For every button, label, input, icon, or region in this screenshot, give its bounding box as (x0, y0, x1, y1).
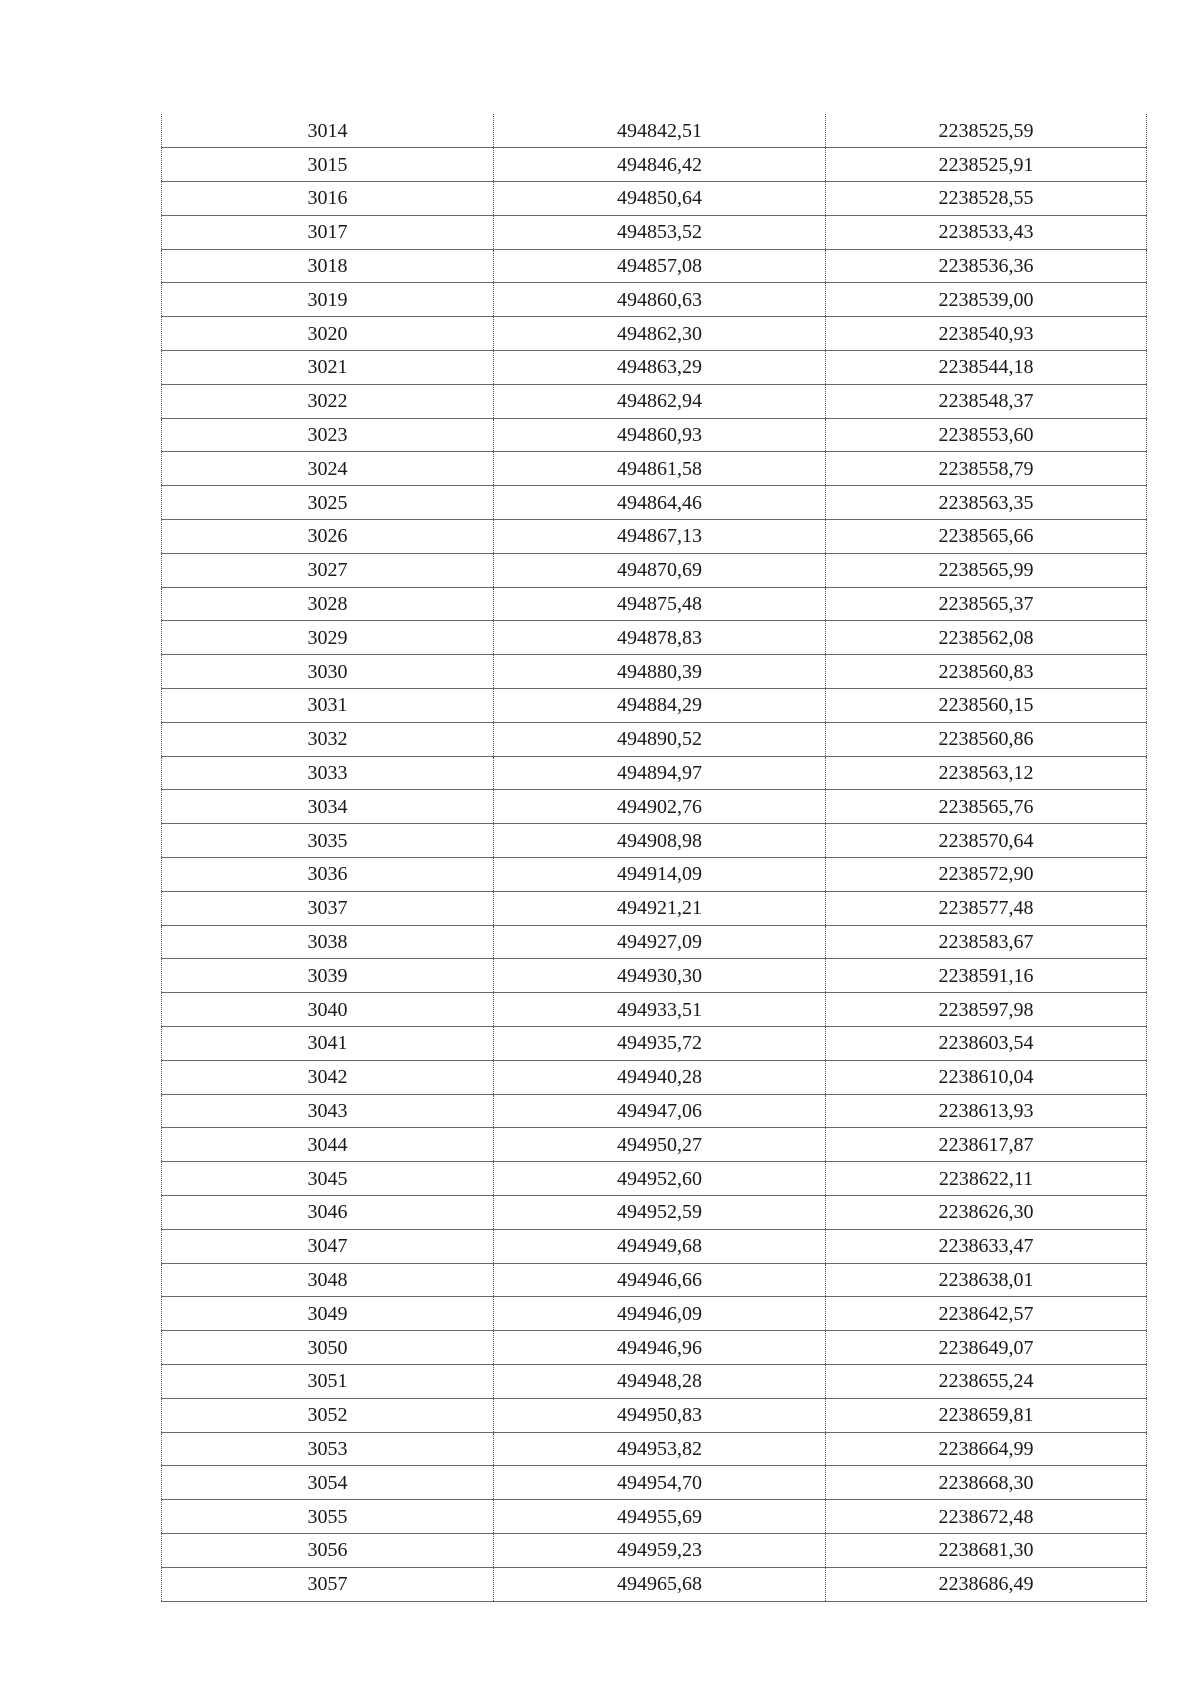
y-coordinate-cell: 2238649,07 (826, 1331, 1147, 1365)
table-row (162, 1331, 1147, 1365)
point-number-cell: 3045 (162, 1162, 494, 1196)
point-number-cell: 3051 (162, 1364, 494, 1398)
x-coordinate-cell: 494862,30 (494, 317, 826, 351)
table-row (162, 891, 1147, 925)
point-number-cell: 3027 (162, 553, 494, 587)
y-coordinate-cell: 2238565,99 (826, 553, 1147, 587)
table-row (162, 722, 1147, 756)
x-coordinate-cell: 494850,64 (494, 182, 826, 216)
x-coordinate-cell: 494862,94 (494, 384, 826, 418)
point-number-cell: 3040 (162, 993, 494, 1027)
table-row (162, 553, 1147, 587)
x-coordinate-cell: 494863,29 (494, 351, 826, 385)
coordinates-table (161, 114, 1147, 1602)
y-coordinate-cell: 2238597,98 (826, 993, 1147, 1027)
y-coordinate-cell: 2238633,47 (826, 1229, 1147, 1263)
point-number-cell: 3031 (162, 689, 494, 723)
x-coordinate-cell: 494875,48 (494, 587, 826, 621)
x-coordinate-cell: 494842,51 (494, 114, 826, 148)
table-row (162, 689, 1147, 723)
point-number-cell: 3022 (162, 384, 494, 418)
y-coordinate-cell: 2238591,16 (826, 959, 1147, 993)
y-coordinate-cell: 2238553,60 (826, 418, 1147, 452)
point-number-cell: 3042 (162, 1060, 494, 1094)
table-row (162, 1128, 1147, 1162)
table-row (162, 1364, 1147, 1398)
y-coordinate-cell: 2238626,30 (826, 1196, 1147, 1230)
y-coordinate-cell: 2238638,01 (826, 1263, 1147, 1297)
x-coordinate-cell: 494946,66 (494, 1263, 826, 1297)
table-row (162, 351, 1147, 385)
point-number-cell: 3033 (162, 756, 494, 790)
x-coordinate-cell: 494953,82 (494, 1432, 826, 1466)
y-coordinate-cell: 2238583,67 (826, 925, 1147, 959)
y-coordinate-cell: 2238536,36 (826, 249, 1147, 283)
point-number-cell: 3020 (162, 317, 494, 351)
table-row (162, 283, 1147, 317)
table-row (162, 486, 1147, 520)
table-row (162, 1533, 1147, 1567)
x-coordinate-cell: 494930,30 (494, 959, 826, 993)
y-coordinate-cell: 2238544,18 (826, 351, 1147, 385)
x-coordinate-cell: 494864,46 (494, 486, 826, 520)
point-number-cell: 3039 (162, 959, 494, 993)
x-coordinate-cell: 494853,52 (494, 215, 826, 249)
point-number-cell: 3054 (162, 1466, 494, 1500)
point-number-cell: 3024 (162, 452, 494, 486)
x-coordinate-cell: 494949,68 (494, 1229, 826, 1263)
point-number-cell: 3041 (162, 1027, 494, 1061)
table-row (162, 993, 1147, 1027)
table-row (162, 1263, 1147, 1297)
point-number-cell: 3017 (162, 215, 494, 249)
y-coordinate-cell: 2238617,87 (826, 1128, 1147, 1162)
table-row (162, 621, 1147, 655)
point-number-cell: 3046 (162, 1196, 494, 1230)
y-coordinate-cell: 2238565,66 (826, 520, 1147, 554)
point-number-cell: 3030 (162, 655, 494, 689)
table-row (162, 215, 1147, 249)
y-coordinate-cell: 2238664,99 (826, 1432, 1147, 1466)
x-coordinate-cell: 494846,42 (494, 148, 826, 182)
table-row (162, 655, 1147, 689)
x-coordinate-cell: 494914,09 (494, 858, 826, 892)
y-coordinate-cell: 2238686,49 (826, 1567, 1147, 1601)
table-row (162, 148, 1147, 182)
table-row (162, 418, 1147, 452)
point-number-cell: 3057 (162, 1567, 494, 1601)
table-row (162, 1229, 1147, 1263)
y-coordinate-cell: 2238548,37 (826, 384, 1147, 418)
y-coordinate-cell: 2238668,30 (826, 1466, 1147, 1500)
x-coordinate-cell: 494950,27 (494, 1128, 826, 1162)
table-row (162, 249, 1147, 283)
point-number-cell: 3014 (162, 114, 494, 148)
x-coordinate-cell: 494927,09 (494, 925, 826, 959)
y-coordinate-cell: 2238533,43 (826, 215, 1147, 249)
y-coordinate-cell: 2238562,08 (826, 621, 1147, 655)
table-row (162, 1432, 1147, 1466)
y-coordinate-cell: 2238558,79 (826, 452, 1147, 486)
x-coordinate-cell: 494954,70 (494, 1466, 826, 1500)
table-row (162, 1060, 1147, 1094)
x-coordinate-cell: 494908,98 (494, 824, 826, 858)
point-number-cell: 3021 (162, 351, 494, 385)
point-number-cell: 3047 (162, 1229, 494, 1263)
point-number-cell: 3053 (162, 1432, 494, 1466)
x-coordinate-cell: 494950,83 (494, 1398, 826, 1432)
x-coordinate-cell: 494940,28 (494, 1060, 826, 1094)
point-number-cell: 3032 (162, 722, 494, 756)
x-coordinate-cell: 494857,08 (494, 249, 826, 283)
y-coordinate-cell: 2238570,64 (826, 824, 1147, 858)
y-coordinate-cell: 2238565,76 (826, 790, 1147, 824)
table-row (162, 1094, 1147, 1128)
x-coordinate-cell: 494860,63 (494, 283, 826, 317)
x-coordinate-cell: 494935,72 (494, 1027, 826, 1061)
x-coordinate-cell: 494861,58 (494, 452, 826, 486)
table-row (162, 959, 1147, 993)
y-coordinate-cell: 2238563,35 (826, 486, 1147, 520)
y-coordinate-cell: 2238672,48 (826, 1500, 1147, 1534)
y-coordinate-cell: 2238603,54 (826, 1027, 1147, 1061)
table-row (162, 1500, 1147, 1534)
point-number-cell: 3036 (162, 858, 494, 892)
point-number-cell: 3026 (162, 520, 494, 554)
y-coordinate-cell: 2238577,48 (826, 891, 1147, 925)
y-coordinate-cell: 2238622,11 (826, 1162, 1147, 1196)
table-row (162, 756, 1147, 790)
x-coordinate-cell: 494870,69 (494, 553, 826, 587)
x-coordinate-cell: 494946,96 (494, 1331, 826, 1365)
point-number-cell: 3015 (162, 148, 494, 182)
point-number-cell: 3029 (162, 621, 494, 655)
point-number-cell: 3019 (162, 283, 494, 317)
point-number-cell: 3056 (162, 1533, 494, 1567)
y-coordinate-cell: 2238642,57 (826, 1297, 1147, 1331)
point-number-cell: 3052 (162, 1398, 494, 1432)
y-coordinate-cell: 2238560,83 (826, 655, 1147, 689)
x-coordinate-cell: 494965,68 (494, 1567, 826, 1601)
y-coordinate-cell: 2238610,04 (826, 1060, 1147, 1094)
y-coordinate-cell: 2238540,93 (826, 317, 1147, 351)
point-number-cell: 3050 (162, 1331, 494, 1365)
y-coordinate-cell: 2238655,24 (826, 1364, 1147, 1398)
y-coordinate-cell: 2238525,91 (826, 148, 1147, 182)
x-coordinate-cell: 494878,83 (494, 621, 826, 655)
x-coordinate-cell: 494894,97 (494, 756, 826, 790)
x-coordinate-cell: 494955,69 (494, 1500, 826, 1534)
table-row (162, 1027, 1147, 1061)
table-row (162, 1567, 1147, 1601)
table-row (162, 520, 1147, 554)
x-coordinate-cell: 494860,93 (494, 418, 826, 452)
table-row (162, 1398, 1147, 1432)
y-coordinate-cell: 2238613,93 (826, 1094, 1147, 1128)
x-coordinate-cell: 494946,09 (494, 1297, 826, 1331)
point-number-cell: 3055 (162, 1500, 494, 1534)
point-number-cell: 3025 (162, 486, 494, 520)
table-row (162, 925, 1147, 959)
y-coordinate-cell: 2238659,81 (826, 1398, 1147, 1432)
point-number-cell: 3049 (162, 1297, 494, 1331)
table-row (162, 452, 1147, 486)
point-number-cell: 3028 (162, 587, 494, 621)
point-number-cell: 3035 (162, 824, 494, 858)
table-row (162, 384, 1147, 418)
point-number-cell: 3037 (162, 891, 494, 925)
point-number-cell: 3034 (162, 790, 494, 824)
table-row (162, 587, 1147, 621)
y-coordinate-cell: 2238539,00 (826, 283, 1147, 317)
y-coordinate-cell: 2238565,37 (826, 587, 1147, 621)
y-coordinate-cell: 2238525,59 (826, 114, 1147, 148)
point-number-cell: 3016 (162, 182, 494, 216)
x-coordinate-cell: 494902,76 (494, 790, 826, 824)
table-row (162, 1162, 1147, 1196)
y-coordinate-cell: 2238560,86 (826, 722, 1147, 756)
point-number-cell: 3038 (162, 925, 494, 959)
x-coordinate-cell: 494959,23 (494, 1533, 826, 1567)
x-coordinate-cell: 494880,39 (494, 655, 826, 689)
x-coordinate-cell: 494890,52 (494, 722, 826, 756)
table-row (162, 824, 1147, 858)
point-number-cell: 3044 (162, 1128, 494, 1162)
y-coordinate-cell: 2238560,15 (826, 689, 1147, 723)
x-coordinate-cell: 494867,13 (494, 520, 826, 554)
y-coordinate-cell: 2238681,30 (826, 1533, 1147, 1567)
table-row (162, 1196, 1147, 1230)
table-row (162, 1297, 1147, 1331)
table-row (162, 114, 1147, 148)
point-number-cell: 3018 (162, 249, 494, 283)
table-row (162, 182, 1147, 216)
x-coordinate-cell: 494948,28 (494, 1364, 826, 1398)
coordinates-table-body (162, 114, 1147, 1601)
table-row (162, 1466, 1147, 1500)
x-coordinate-cell: 494884,29 (494, 689, 826, 723)
table-row (162, 317, 1147, 351)
x-coordinate-cell: 494921,21 (494, 891, 826, 925)
table-row (162, 790, 1147, 824)
y-coordinate-cell: 2238572,90 (826, 858, 1147, 892)
point-number-cell: 3043 (162, 1094, 494, 1128)
x-coordinate-cell: 494952,59 (494, 1196, 826, 1230)
point-number-cell: 3048 (162, 1263, 494, 1297)
y-coordinate-cell: 2238528,55 (826, 182, 1147, 216)
y-coordinate-cell: 2238563,12 (826, 756, 1147, 790)
x-coordinate-cell: 494947,06 (494, 1094, 826, 1128)
x-coordinate-cell: 494952,60 (494, 1162, 826, 1196)
table-row (162, 858, 1147, 892)
point-number-cell: 3023 (162, 418, 494, 452)
x-coordinate-cell: 494933,51 (494, 993, 826, 1027)
